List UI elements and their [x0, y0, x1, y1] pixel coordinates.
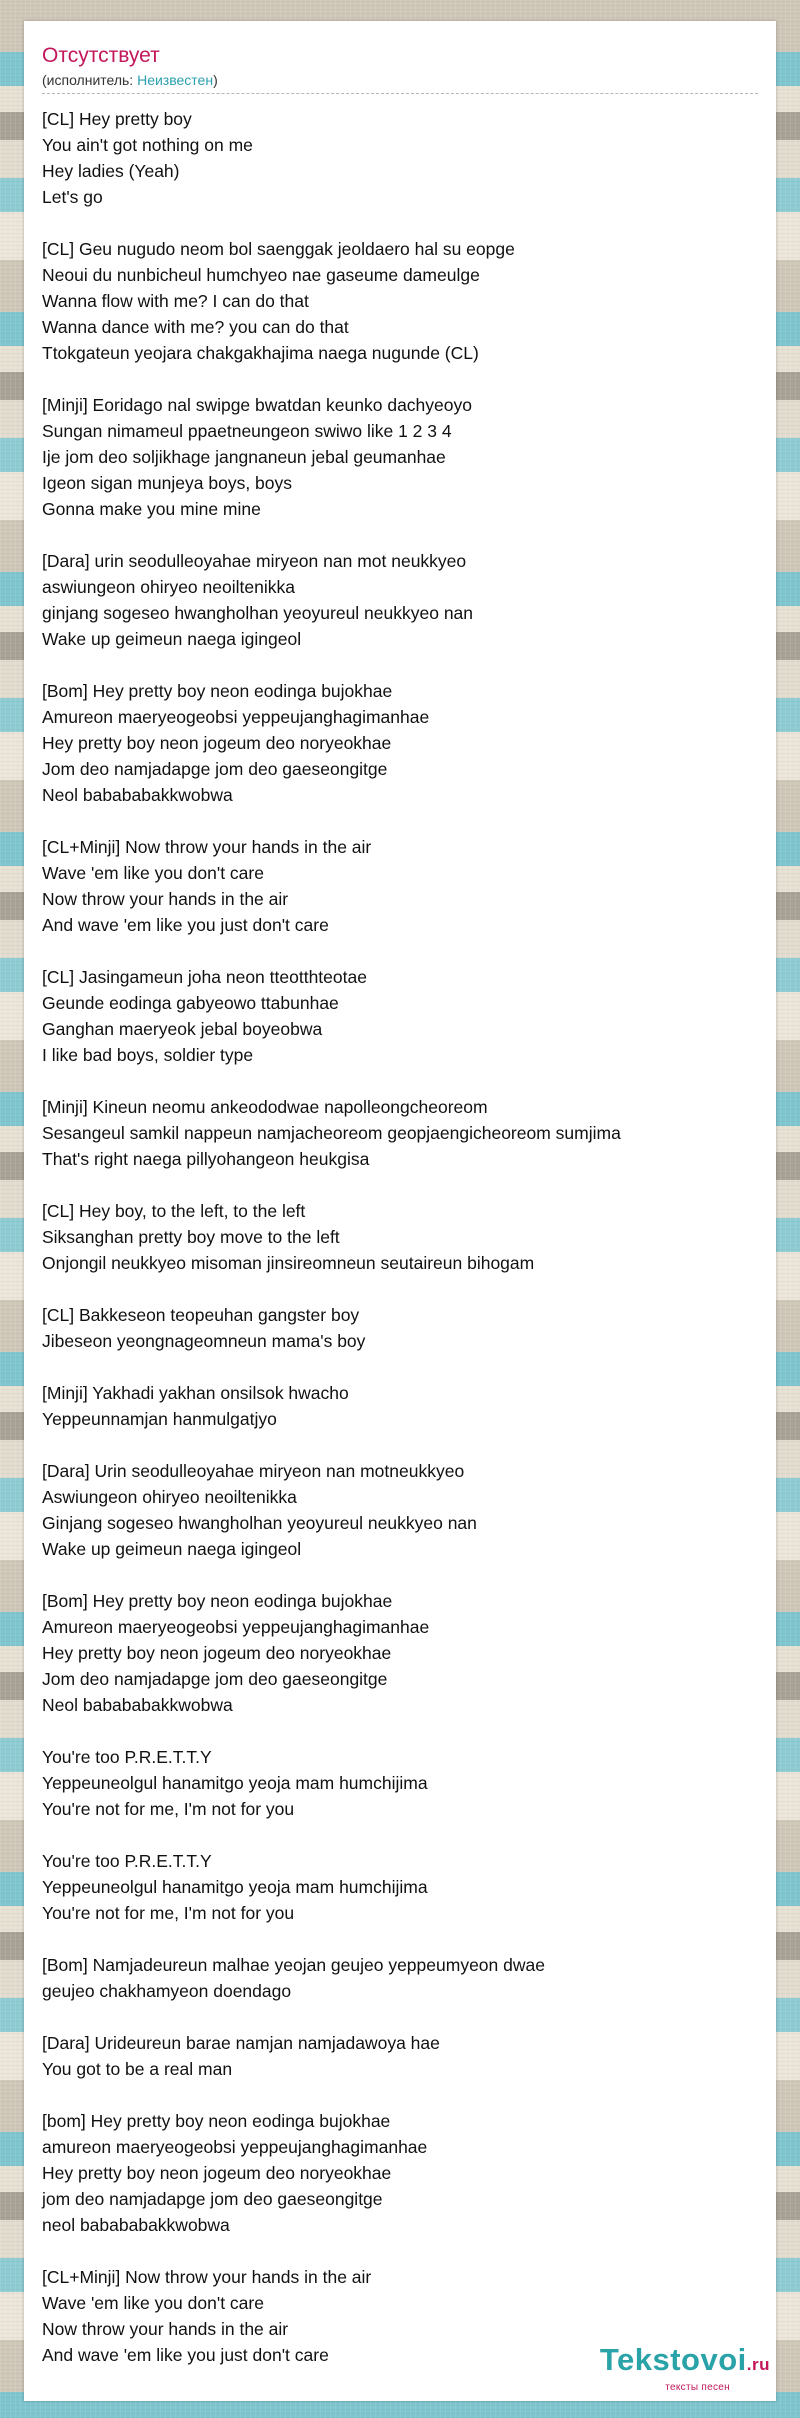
lyrics-line: geujeo chakhamyeon doendago: [42, 1981, 292, 2001]
lyrics-line: Let's go: [42, 187, 103, 207]
lyrics-line: Sungan nimameul ppaetneungeon swiwo like 1 2 3 4: [42, 421, 452, 441]
lyrics-line: [Minji] Yakhadi yakhan onsilsok hwacho: [42, 1383, 349, 1403]
lyrics-stanza: [42, 1848, 762, 1926]
lyrics-line: [CL] Hey pretty boy: [42, 109, 192, 129]
lyrics-line: [Dara] urin seodulleoyahae miryeon nan mot neukkyeo: [42, 551, 467, 571]
lyrics-line: Ginjang sogeseo hwangholhan yeoyureul neukkyeo nan: [42, 1513, 477, 1533]
lyrics-line: Ije jom deo soljikhage jangnaneun jebal geumanhae: [42, 447, 446, 467]
performer-link[interactable]: Неизвестен: [137, 72, 214, 88]
lyrics-line: [CL] Bakkeseon teopeuhan gangster boy: [42, 1305, 360, 1325]
lyrics-line: Hey pretty boy neon jogeum deo noryeokhae: [42, 1643, 392, 1663]
lyrics-line: I like bad boys, soldier type: [42, 1045, 254, 1065]
lyrics-stanza: [42, 1380, 762, 1432]
lyrics-line: Amureon maeryeogeobsi yeppeujanghagimanhae: [42, 707, 430, 727]
lyrics-line: amureon maeryeogeobsi yeppeujanghagimanhae: [42, 2137, 428, 2157]
lyrics-line: Sesangeul samkil nappeun namjacheoreom geopjaengicheoreom sumjima: [42, 1123, 621, 1143]
lyrics-line: Now throw your hands in the air: [42, 889, 289, 909]
lyrics-line: [CL+Minji] Now throw your hands in the air: [42, 2267, 372, 2287]
lyrics-stanza: [42, 678, 762, 808]
lyrics-stanza: [42, 2108, 762, 2238]
lyrics-line: Wake up geimeun naega igingeol: [42, 1539, 302, 1559]
lyrics-line: You got to be a real man: [42, 2059, 233, 2079]
lyrics-stanza: [42, 1094, 762, 1172]
lyrics-stanza: [42, 2030, 762, 2082]
lyrics-line: Yeppeuneolgul hanamitgo yeoja mam humchijima: [42, 1877, 428, 1897]
lyrics-line: [Bom] Hey pretty boy neon eodinga bujokhae: [42, 1591, 393, 1611]
lyrics-line: Neoui du nunbicheul humchyeo nae gaseume dameulge: [42, 265, 480, 285]
lyrics-line: neol babababakkwobwa: [42, 2215, 230, 2235]
lyrics-line: Gonna make you mine mine: [42, 499, 261, 519]
lyrics-line: [Bom] Namjadeureun malhae yeojan geujeo yeppeumyeon dwae: [42, 1955, 545, 1975]
lyrics-stanza: [42, 964, 762, 1068]
logo-name: Tekstovoi: [599, 2342, 747, 2377]
lyrics-line: ginjang sogeseo hwangholhan yeoyureul neukkyeo nan: [42, 603, 474, 623]
lyrics-line: Yeppeunnamjan hanmulgatjyo: [42, 1409, 277, 1429]
lyrics-body: [42, 106, 762, 2394]
lyrics-line: Hey ladies (Yeah): [42, 161, 180, 181]
lyrics-line: Jibeseon yeongnageomneun mama's boy: [42, 1331, 366, 1351]
lyrics-line: Neol babababakkwobwa: [42, 785, 233, 805]
logo-tagline: тексты песен: [665, 2382, 730, 2393]
lyrics-line: That's right naega pillyohangeon heukgisa: [42, 1149, 370, 1169]
lyrics-line: You ain't got nothing on me: [42, 135, 253, 155]
lyrics-line: Wanna flow with me? I can do that: [42, 291, 309, 311]
lyrics-line: Igeon sigan munjeya boys, boys: [42, 473, 293, 493]
lyrics-line: You're not for me, I'm not for you: [42, 1903, 295, 1923]
lyrics-line: Yeppeuneolgul hanamitgo yeoja mam humchijima: [42, 1773, 428, 1793]
lyrics-stanza: [42, 392, 762, 522]
lyrics-line: Jom deo namjadapge jom deo gaeseongitge: [42, 759, 388, 779]
lyrics-line: You're not for me, I'm not for you: [42, 1799, 295, 1819]
performer-line: [42, 71, 218, 89]
performer-prefix: (исполнитель:: [42, 72, 138, 88]
lyrics-line: Onjongil neukkyeo misoman jinsireomneun seutaireun bihogam: [42, 1253, 535, 1273]
lyrics-line: [CL+Minji] Now throw your hands in the air: [42, 837, 372, 857]
lyrics-line: [Dara] Urin seodulleoyahae miryeon nan motneukkyeo: [42, 1461, 465, 1481]
lyrics-line: Wake up geimeun naega igingeol: [42, 629, 302, 649]
lyrics-line: [CL] Hey boy, to the left, to the left: [42, 1201, 306, 1221]
lyrics-line: [Dara] Urideureun barae namjan namjadawoya hae: [42, 2033, 440, 2053]
page-title: Отсутствует: [42, 44, 160, 67]
lyrics-line: And wave 'em like you just don't care: [42, 2345, 329, 2365]
lyrics-stanza: [42, 236, 762, 366]
lyrics-line: And wave 'em like you just don't care: [42, 915, 329, 935]
lyrics-stanza: [42, 1952, 762, 2004]
logo-tld: .ru: [746, 2355, 770, 2374]
lyrics-line: aswiungeon ohiryeo neoiltenikka: [42, 577, 295, 597]
lyrics-line: Siksanghan pretty boy move to the left: [42, 1227, 340, 1247]
lyrics-line: You're too P.R.E.T.T.Y: [42, 1747, 212, 1767]
lyrics-line: Ganghan maeryeok jebal boyeobwa: [42, 1019, 323, 1039]
lyrics-line: [Bom] Hey pretty boy neon eodinga bujokhae: [42, 681, 393, 701]
lyrics-stanza: [42, 1458, 762, 1562]
lyrics-line: Ttokgateun yeojara chakgakhajima naega nugunde (CL): [42, 343, 479, 363]
lyrics-line: Aswiungeon ohiryeo neoiltenikka: [42, 1487, 297, 1507]
lyrics-stanza: [42, 1744, 762, 1822]
lyrics-line: jom deo namjadapge jom deo gaeseongitge: [42, 2189, 383, 2209]
lyrics-line: You're too P.R.E.T.T.Y: [42, 1851, 212, 1871]
lyrics-stanza: [42, 1198, 762, 1276]
lyrics-stanza: [42, 1588, 762, 1718]
lyrics-line: Now throw your hands in the air: [42, 2319, 289, 2339]
logo-wordmark[interactable]: [600, 2343, 770, 2382]
header-divider: [42, 93, 758, 94]
lyrics-line: Neol babababakkwobwa: [42, 1695, 233, 1715]
lyrics-stanza: [42, 1302, 762, 1354]
lyrics-line: Hey pretty boy neon jogeum deo noryeokhae: [42, 2163, 392, 2183]
lyrics-line: Geunde eodinga gabyeowo ttabunhae: [42, 993, 339, 1013]
lyrics-line: Amureon maeryeogeobsi yeppeujanghagimanhae: [42, 1617, 430, 1637]
performer-suffix: ): [213, 72, 218, 88]
lyrics-line: [CL] Geu nugudo neom bol saenggak jeoldaero hal su eopge: [42, 239, 515, 259]
lyrics-line: Wanna dance with me? you can do that: [42, 317, 349, 337]
lyrics-stanza: [42, 834, 762, 938]
lyrics-line: Jom deo namjadapge jom deo gaeseongitge: [42, 1669, 388, 1689]
site-logo[interactable]: [600, 2343, 770, 2394]
lyrics-line: [Minji] Eoridago nal swipge bwatdan keunko dachyeoyo: [42, 395, 472, 415]
lyrics-line: Wave 'em like you don't care: [42, 2293, 264, 2313]
lyrics-line: Wave 'em like you don't care: [42, 863, 264, 883]
lyrics-line: [Minji] Kineun neomu ankeododwae napolleongcheoreom: [42, 1097, 488, 1117]
lyrics-line: Hey pretty boy neon jogeum deo noryeokhae: [42, 733, 392, 753]
lyrics-line: [CL] Jasingameun joha neon tteotthteotae: [42, 967, 367, 987]
lyrics-stanza: [42, 106, 762, 210]
lyrics-line: [bom] Hey pretty boy neon eodinga bujokhae: [42, 2111, 391, 2131]
lyrics-card: [24, 21, 776, 2401]
lyrics-stanza: [42, 548, 762, 652]
